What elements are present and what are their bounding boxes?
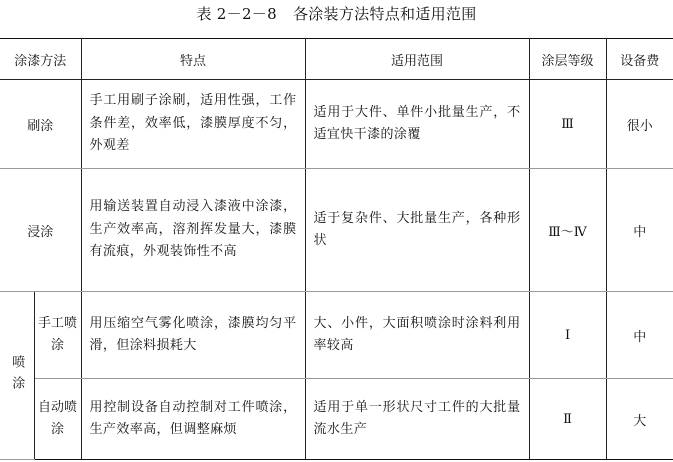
scope-cell: 适用于单一形状尺寸工件的大批量流水生产 — [305, 379, 529, 460]
header-method: 涂漆方法 — [0, 39, 81, 80]
grade-cell: Ⅰ — [529, 292, 606, 379]
features-cell: 手工用刷子涂刷，适用性强，工作条件差，效率低，漆膜厚度不匀，外观差 — [81, 80, 305, 169]
method-cell — [34, 292, 81, 379]
table-row — [0, 292, 673, 379]
spray-group-label: 喷涂 — [9, 354, 25, 397]
header-row — [0, 39, 673, 80]
header-equipment-cost: 设备费 — [606, 39, 673, 80]
coating-methods-table — [0, 38, 673, 460]
spray-group-cell — [0, 292, 34, 460]
sub-method-label: 手工喷涂 — [38, 316, 78, 353]
table-row — [0, 169, 673, 292]
features-cell: 用控制设备自动控制对工件喷涂，生产效率高，但调整麻烦 — [81, 379, 305, 460]
grade-cell: Ⅲ — [529, 80, 606, 169]
equipment-cost-cell: 中 — [606, 292, 673, 379]
header-grade: 涂层等级 — [529, 39, 606, 80]
features-cell: 用输送装置自动浸入漆液中涂漆，生产效率高，溶剂挥发量大，漆膜有流痕，外观装饰性不高 — [81, 169, 305, 292]
table-row — [0, 80, 673, 169]
equipment-cost-cell: 中 — [606, 169, 673, 292]
method-cell — [34, 379, 81, 460]
features-cell: 用压缩空气雾化喷涂，漆膜均匀平滑，但涂料损耗大 — [81, 292, 305, 379]
grade-cell: Ⅲ～Ⅳ — [529, 169, 606, 292]
table-title: 各涂装方法特点和适用范围 — [292, 5, 477, 23]
table-number: 表 2－2－8 — [196, 5, 277, 23]
header-features: 特点 — [81, 39, 305, 80]
header-scope: 适用范围 — [305, 39, 529, 80]
scope-cell: 适于复杂件、大批量生产，各种形状 — [305, 169, 529, 292]
sub-method-label: 自动喷涂 — [38, 400, 78, 437]
scope-cell: 大、小件，大面积喷涂时涂料利用率较高 — [305, 292, 529, 379]
table-caption — [0, 3, 673, 25]
method-cell: 浸涂 — [0, 169, 81, 292]
table-row — [0, 379, 673, 460]
scope-cell: 适用于大件、单件小批量生产，不适宜快干漆的涂覆 — [305, 80, 529, 169]
method-cell: 刷涂 — [0, 80, 81, 169]
grade-cell: Ⅱ — [529, 379, 606, 460]
equipment-cost-cell: 很小 — [606, 80, 673, 169]
equipment-cost-cell: 大 — [606, 379, 673, 460]
